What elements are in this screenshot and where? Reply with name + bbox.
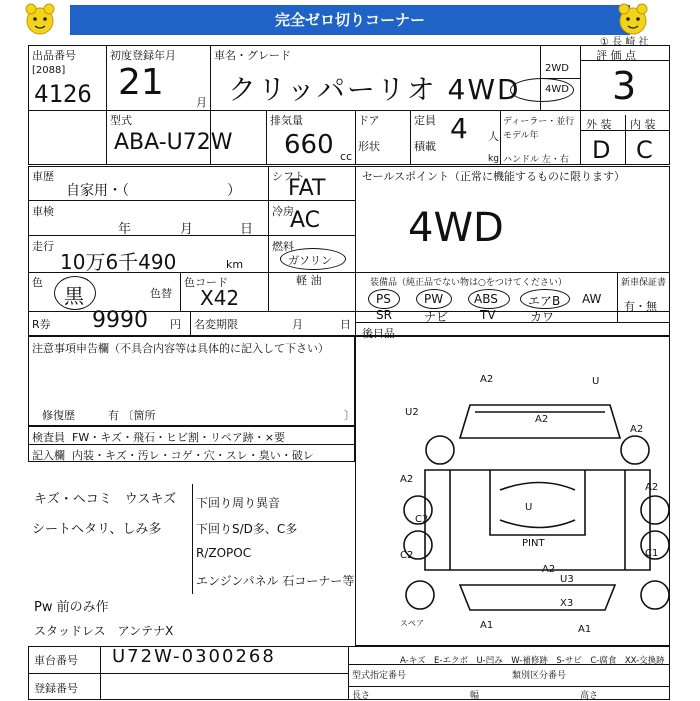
type-value: ABA-U72W [114, 130, 233, 155]
fuel-other: 軽 油 [296, 274, 322, 287]
int-label: 内 装 [630, 118, 656, 131]
color-code-label: 色コード [184, 276, 228, 289]
mark-a2-right2: A2 [645, 482, 659, 493]
model-code-label: 型式指定番号 [352, 671, 407, 681]
reg-label: 登録番号 [34, 682, 78, 695]
lot-no: 4126 [34, 80, 92, 108]
mark-a2-left: A2 [400, 474, 414, 485]
model-label: 車名・グレード [214, 49, 291, 62]
color-code-value: X42 [200, 286, 240, 310]
warranty-label: 新車保証書 [621, 278, 667, 288]
name-change-day: 日 [340, 318, 351, 331]
dealer-label: ディーラー・並行 [503, 117, 575, 127]
mark-a2-bottom: A2 [542, 564, 556, 575]
seats-value: 4 [450, 112, 468, 145]
model-year-label: モデル年 [503, 131, 539, 141]
color-circle [54, 276, 96, 310]
ac-label: 冷房 [272, 205, 294, 218]
door-label: ドア [358, 114, 380, 127]
mark-c1: C1 [645, 548, 659, 559]
corner-note: ① 長 崎 社 [600, 37, 649, 48]
entry-label: 記入欄 [32, 449, 65, 462]
mascot-left-icon [22, 2, 58, 38]
mileage-label: 走行 [32, 240, 54, 253]
mark-u3: U3 [560, 574, 574, 585]
type-label: 型式 [110, 114, 132, 127]
fuel-value: ガソリン [288, 254, 332, 267]
kg-label: kg [488, 154, 499, 164]
history-value: 自家用・（ ） [66, 183, 241, 199]
fuel-circle [280, 248, 346, 270]
shift-value: FAT [288, 176, 326, 201]
front-label: スペア [400, 619, 424, 628]
class-label: 類別区分番号 [512, 671, 567, 681]
inspection-label: 車検 [32, 205, 54, 218]
shift-label: シフト [272, 170, 305, 183]
mark-c2: C2 [400, 550, 414, 561]
color-sub-label: 色替 [150, 287, 172, 300]
ext-value: D [592, 136, 611, 164]
equip-leather: カワ [530, 310, 555, 324]
hand-note-3: Pw 前のみ作 [34, 600, 109, 615]
inspection-month: 月 [180, 222, 194, 237]
inspector-row: FW・キズ・飛石・ヒビ割・リペア跡・×要 [72, 431, 285, 444]
mark-u-center: U [525, 502, 533, 513]
rear-seat-label: 後日品 [362, 327, 395, 340]
load-label: 積載 [414, 140, 436, 153]
mark-c3: C3 [415, 514, 429, 525]
equip-airbag: エアB [528, 294, 561, 308]
name-change-month: 月 [292, 318, 303, 331]
recycle-label: R券 [32, 318, 51, 331]
model-value: クリッパーリオ 4WD [228, 73, 521, 106]
history-label: 車歴 [32, 170, 54, 183]
entry-row: 内装・キズ・汚レ・コゲ・穴・スレ・臭い・破レ [72, 449, 314, 462]
int-value: C [636, 136, 653, 164]
repair-value: 有 〔箇所 [108, 409, 156, 422]
equip-ps: PS [376, 292, 391, 306]
hand-note-4: スタッドレス アンテナX [34, 624, 174, 638]
equip-abs: ABS [474, 292, 498, 306]
fuel-label: 燃料 [272, 240, 294, 253]
lot-code: [2088] [32, 65, 66, 76]
ac-value: AC [290, 208, 321, 233]
mileage-unit: km [226, 258, 244, 271]
grade-value: 3 [612, 64, 637, 108]
hand-note-right-1: 下回り周り異音 [196, 496, 281, 510]
cc-value: 660 [284, 130, 334, 160]
car-diagram [380, 360, 670, 640]
color-label: 色 [32, 276, 43, 289]
hand-note-right-2: 下回りS/D多、C多 [196, 522, 298, 536]
inspector-label: 検査員 [32, 431, 65, 444]
mark-a2-top: A2 [480, 374, 494, 385]
equip-tv: TV [480, 308, 496, 322]
chassis-value: U72W-0300268 [112, 646, 276, 667]
hand-note-1: キズ・ヘコミ ウスキズ [34, 492, 177, 507]
sales-value: 4WD [408, 205, 504, 251]
mark-pint: PINT [522, 538, 545, 549]
hand-note-2: シートヘタリ、しみ多 [32, 522, 162, 537]
legend: A-キズ E-エクボ U-凹み W-補修跡 S-サビ C-腐食 XX-交換跡 [400, 656, 665, 666]
caution-label: 注意事項申告欄（不具合内容等は具体的に記入して下さい） [32, 342, 329, 355]
mark-a1-left: A1 [480, 620, 494, 631]
recycle-value: 9990 [92, 308, 148, 333]
equip-label: 装備品（純正品でない物は○をつけてください） [370, 278, 567, 288]
cc-label: 排気量 [270, 114, 303, 127]
grade-label: 評 価 点 [596, 49, 636, 62]
warranty-value: 有・無 [624, 300, 657, 313]
mark-x3: X3 [560, 598, 574, 609]
equip-aw: AW [582, 292, 602, 306]
name-change-label: 名変期限 [194, 318, 238, 331]
equip-navi: ナビ [424, 310, 449, 324]
header [0, 0, 700, 44]
mark-u-top: U [592, 376, 600, 387]
equip-sr: SR [376, 308, 392, 322]
wd4-circle [510, 78, 574, 102]
mileage-value: 10万6千490 [60, 250, 177, 274]
lot-no-label: 出品番号 [32, 49, 76, 62]
first-reg-month-label: 月 [196, 96, 207, 109]
first-reg-label: 初度登録年月 [110, 49, 176, 62]
length-label: 長さ [352, 691, 371, 701]
mark-a2-roof: A2 [535, 414, 549, 425]
wd2-label: 2WD [545, 63, 569, 74]
recycle-unit: 円 [170, 318, 181, 331]
inspection-day: 日 [240, 222, 254, 237]
wd4-label: 4WD [545, 84, 569, 95]
width-label: 幅 [470, 691, 480, 701]
seats-label: 定員 [414, 114, 436, 127]
first-reg-year: 21 [118, 62, 164, 103]
sales-label: セールスポイント（正常に機能するものに限ります） [362, 170, 626, 183]
mark-a1-right: A1 [578, 624, 592, 635]
hand-note-right-3: R/ZOPOC [196, 546, 252, 560]
repair-label: 修復歴 [42, 409, 75, 422]
equip-pw: PW [424, 292, 444, 306]
inspection-year: 年 [118, 222, 132, 237]
mark-u2-left: U2 [405, 407, 419, 418]
header-title: 完全ゼロ切りコーナー [70, 5, 630, 35]
color-value: 黒 [64, 284, 84, 308]
seats-unit: 人 [488, 130, 499, 143]
cc-unit: cc [340, 150, 353, 163]
shape-label: 形状 [358, 140, 380, 153]
hand-note-right-4: エンジンパネル 石コーナー等 [196, 574, 355, 588]
ext-label: 外 装 [586, 118, 612, 131]
mark-a2-right: A2 [630, 424, 644, 435]
handle-label: ハンドル 左・右 [503, 155, 569, 165]
height-label: 高さ [580, 691, 599, 701]
chassis-label: 車台番号 [34, 654, 78, 667]
